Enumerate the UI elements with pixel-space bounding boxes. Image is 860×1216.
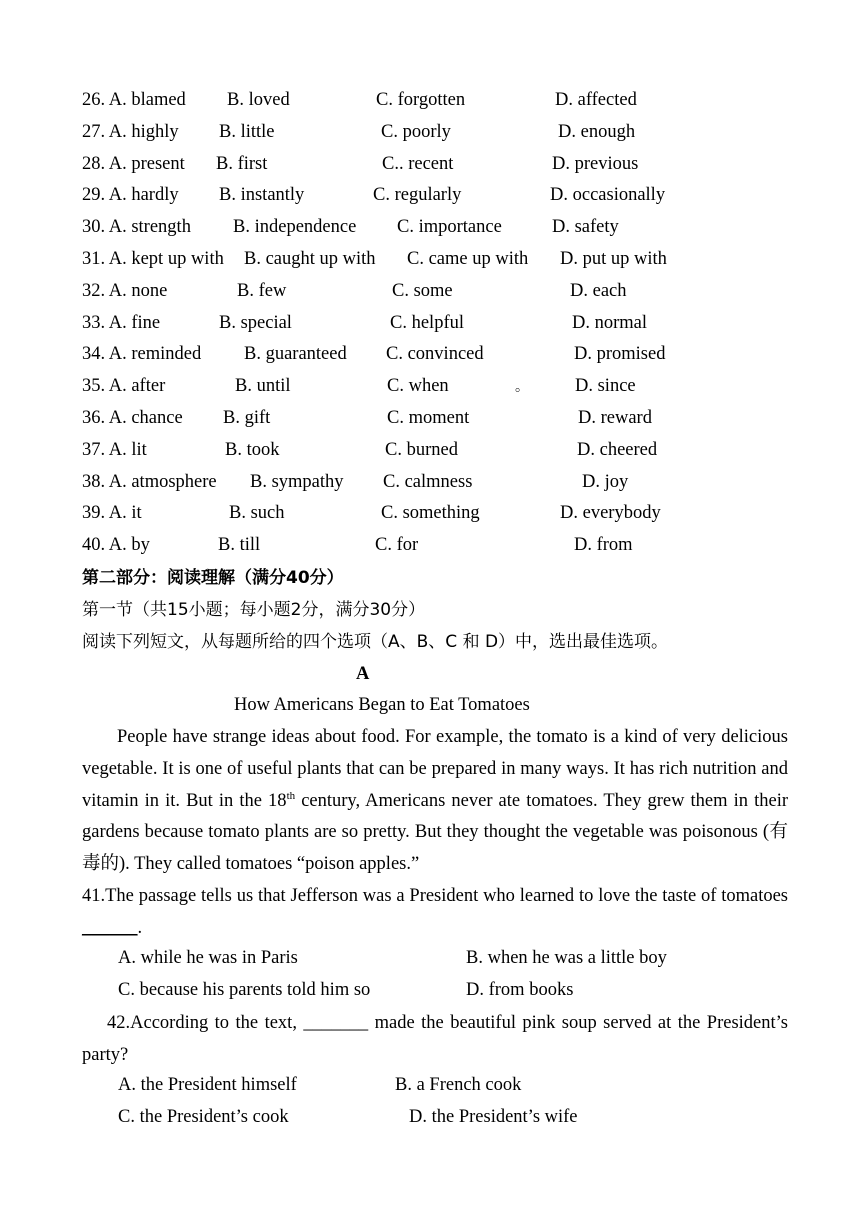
cloze-number: 26. bbox=[82, 90, 106, 110]
cloze-option-b: B. special bbox=[219, 312, 292, 333]
cloze-option-b: B. loved bbox=[227, 90, 290, 110]
cloze-number: 39. bbox=[82, 503, 106, 524]
cloze-option-d: D. since bbox=[575, 376, 636, 397]
cloze-row-29 bbox=[82, 185, 179, 206]
passage-text-part-2: century, Americans never ate tomatoes. They grew them in their gardens because tomato plants are so pretty. But they thought the vegetable was poisonous (有毒的). They called tomatoes “poison apples.” bbox=[82, 790, 788, 875]
question-41-stem bbox=[82, 881, 788, 945]
question-41-option-a: A. while he was in Paris bbox=[118, 948, 298, 968]
cloze-option-c: C. importance bbox=[397, 217, 502, 238]
question-41-end: . bbox=[137, 917, 143, 938]
question-41-option-c: C. because his parents told him so bbox=[118, 980, 371, 1000]
cloze-option-b: B. guaranteed bbox=[244, 344, 347, 365]
cloze-option-a: A. present bbox=[108, 153, 185, 174]
cloze-number: 37. bbox=[82, 439, 106, 460]
cloze-option-c: C.. recent bbox=[382, 153, 454, 174]
cloze-row-34 bbox=[82, 344, 201, 365]
cloze-option-d: D. normal bbox=[572, 312, 648, 333]
cloze-option-d: D. previous bbox=[552, 153, 639, 174]
question-42-stem: 42.According to the text, _______ made the beautiful pink soup served at the President’s party? bbox=[82, 1013, 788, 1065]
cloze-row-35 bbox=[82, 376, 165, 397]
cloze-option-c: C. poorly bbox=[381, 121, 451, 142]
question-42-option-b: B. a French cook bbox=[395, 1075, 522, 1095]
cloze-option-a: A. it bbox=[108, 503, 142, 524]
cloze-option-d: D. occasionally bbox=[550, 185, 666, 206]
cloze-option-c: C. helpful bbox=[390, 312, 464, 333]
cloze-row-28 bbox=[82, 154, 185, 175]
passage-paragraph bbox=[82, 722, 788, 881]
question-42-option-a: A. the President himself bbox=[118, 1075, 297, 1095]
cloze-option-b: B. such bbox=[229, 503, 285, 524]
cloze-row-37 bbox=[82, 440, 147, 461]
question-42-option-d: D. the President’s wife bbox=[409, 1107, 578, 1127]
cloze-option-a: A. kept up with bbox=[108, 249, 224, 269]
cloze-option-b: B. took bbox=[225, 439, 280, 460]
cloze-option-d: D. promised bbox=[574, 344, 666, 365]
cloze-option-d: D. joy bbox=[582, 471, 629, 492]
question-41-option-d: D. from books bbox=[466, 980, 574, 1000]
reading-instruction: 阅读下列短文，从每题所给的四个选项（A、B、C 和 D）中，选出最佳选项。 bbox=[82, 632, 669, 652]
cloze-option-a: A. hardly bbox=[108, 185, 179, 206]
subsection-title: 第一节（共15小题；每小题2分，满分30分） bbox=[82, 600, 426, 620]
cloze-option-d: D. enough bbox=[558, 121, 636, 142]
cloze-option-d: D. put up with bbox=[560, 249, 667, 269]
cloze-option-b: B. little bbox=[219, 121, 275, 142]
cloze-row-40 bbox=[82, 535, 150, 556]
cloze-option-a: A. lit bbox=[108, 439, 147, 460]
cloze-number: 33. bbox=[82, 312, 106, 333]
cloze-option-d: D. cheered bbox=[577, 439, 658, 460]
cloze-number: 35. bbox=[82, 376, 106, 397]
cloze-option-b: B. until bbox=[235, 376, 291, 397]
cloze-option-d: D. safety bbox=[552, 217, 619, 238]
cloze-option-c: C. some bbox=[392, 280, 453, 301]
cloze-option-a: A. atmosphere bbox=[108, 471, 217, 492]
cloze-option-b: B. first bbox=[216, 153, 268, 174]
stray-mark: 。 bbox=[515, 379, 529, 396]
cloze-option-d: D. from bbox=[574, 535, 633, 556]
cloze-option-c: C. when bbox=[387, 376, 449, 397]
cloze-option-c: C. forgotten bbox=[376, 90, 466, 110]
cloze-number: 36. bbox=[82, 408, 106, 428]
passage-title: How Americans Began to Eat Tomatoes bbox=[234, 695, 530, 715]
cloze-number: 28. bbox=[82, 153, 106, 174]
cloze-option-a: A. chance bbox=[108, 408, 183, 428]
cloze-row-33 bbox=[82, 313, 160, 334]
cloze-option-a: A. by bbox=[108, 535, 150, 556]
question-41-blank: ______ bbox=[82, 917, 138, 938]
cloze-option-c: C. came up with bbox=[407, 249, 529, 269]
cloze-option-d: D. affected bbox=[555, 90, 637, 110]
cloze-option-c: C. convinced bbox=[386, 344, 484, 365]
question-41-text: 41.The passage tells us that Jefferson was a President who learned to love the taste of tomatoes bbox=[82, 886, 788, 906]
question-42-option-c: C. the President’s cook bbox=[118, 1107, 289, 1127]
passage-text-part-1: People have strange ideas about food. For example, the tomato is a kind of very delicious vegetable. It is one of useful plants that can be prepared in many ways. It has rich nutrition and vitamin in it. But in the 18 bbox=[82, 727, 788, 811]
cloze-option-c: C. burned bbox=[385, 439, 458, 460]
cloze-option-c: C. calmness bbox=[383, 471, 473, 492]
cloze-option-b: B. caught up with bbox=[244, 249, 376, 269]
cloze-number: 38. bbox=[82, 471, 106, 492]
cloze-row-38 bbox=[82, 472, 217, 493]
cloze-option-c: C. something bbox=[381, 503, 480, 524]
cloze-option-c: C. for bbox=[375, 535, 419, 556]
cloze-number: 32. bbox=[82, 280, 106, 301]
cloze-number: 30. bbox=[82, 217, 106, 238]
cloze-option-a: A. none bbox=[108, 280, 168, 301]
cloze-option-b: B. till bbox=[218, 535, 261, 556]
cloze-option-c: C. moment bbox=[387, 408, 470, 428]
cloze-option-d: D. each bbox=[570, 280, 627, 301]
part-two-title: 第二部分：阅读理解（满分40分） bbox=[82, 568, 344, 588]
cloze-option-a: A. highly bbox=[108, 121, 179, 142]
passage-letter: A bbox=[356, 664, 370, 684]
cloze-number: 31. bbox=[82, 249, 106, 269]
cloze-row-36 bbox=[82, 408, 183, 429]
cloze-row-27 bbox=[82, 122, 179, 143]
cloze-option-a: A. fine bbox=[108, 312, 161, 333]
cloze-number: 27. bbox=[82, 121, 106, 142]
cloze-option-a: A. strength bbox=[108, 217, 191, 238]
cloze-number: 29. bbox=[82, 185, 106, 206]
cloze-option-b: B. few bbox=[237, 280, 287, 301]
question-41-option-b: B. when he was a little boy bbox=[466, 948, 667, 968]
cloze-option-d: D. everybody bbox=[560, 503, 661, 524]
cloze-option-b: B. instantly bbox=[219, 185, 305, 206]
cloze-number: 40. bbox=[82, 535, 106, 556]
cloze-option-c: C. regularly bbox=[373, 185, 462, 206]
cloze-option-a: A. blamed bbox=[108, 90, 186, 110]
cloze-row-31 bbox=[82, 249, 224, 270]
ordinal-suffix: th bbox=[286, 789, 296, 802]
cloze-row-26 bbox=[82, 90, 186, 111]
cloze-option-b: B. sympathy bbox=[250, 471, 344, 492]
cloze-row-32 bbox=[82, 281, 167, 302]
cloze-row-30 bbox=[82, 217, 191, 238]
cloze-option-a: A. after bbox=[108, 376, 166, 397]
cloze-option-b: B. gift bbox=[223, 408, 271, 428]
cloze-number: 34. bbox=[82, 344, 106, 365]
cloze-option-b: B. independence bbox=[233, 217, 357, 238]
cloze-option-d: D. reward bbox=[578, 408, 652, 428]
cloze-option-a: A. reminded bbox=[108, 344, 202, 365]
cloze-row-39 bbox=[82, 503, 142, 524]
